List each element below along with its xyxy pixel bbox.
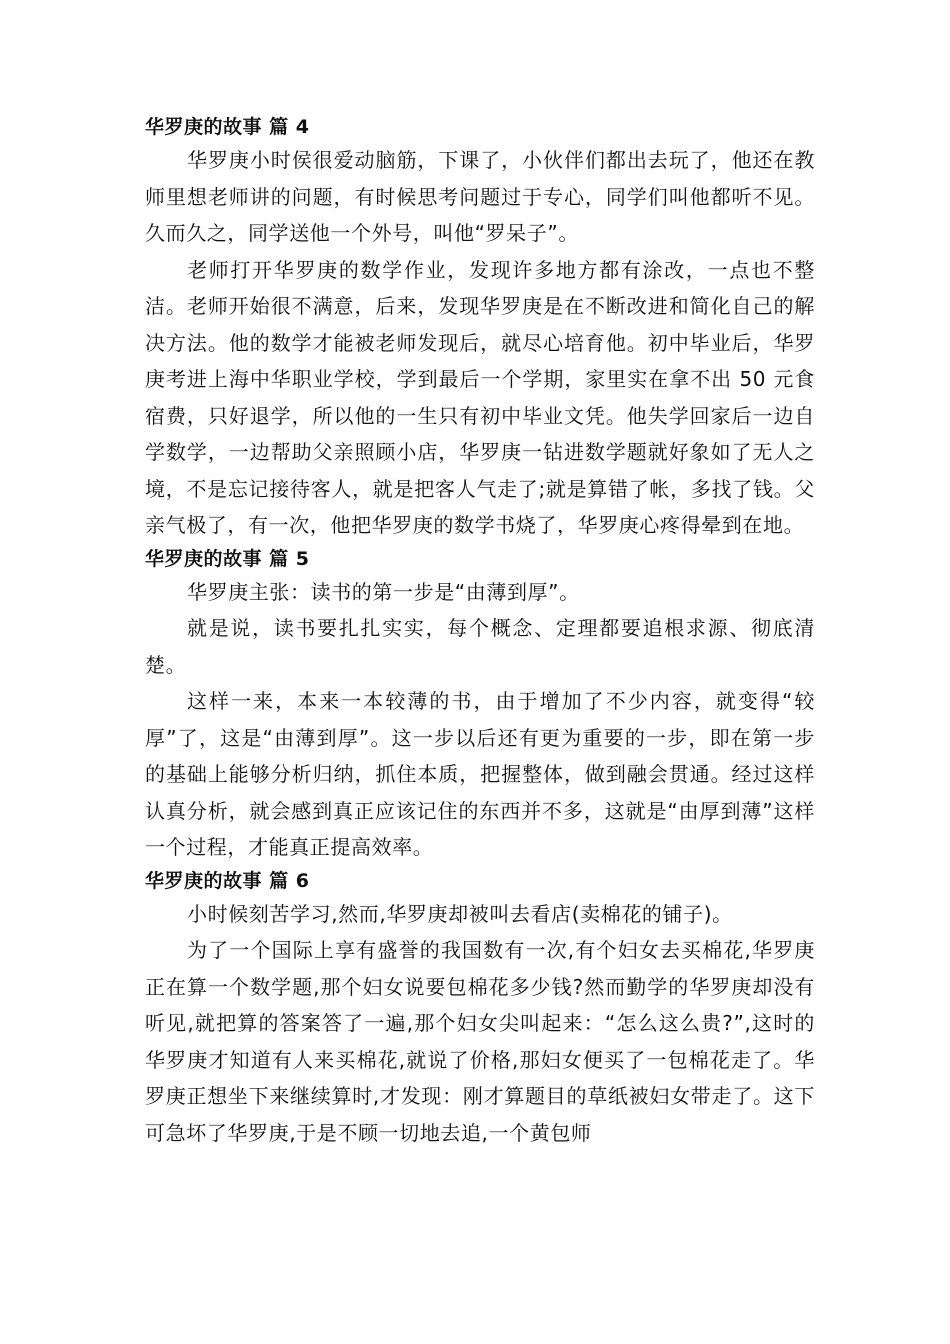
paragraph: 华罗庚主张：读书的第一步是“由薄到厚”。: [187, 579, 580, 604]
paragraph: 就是说，读书要扎扎实实，每个概念、定理都要追根求源、彻底清楚。: [145, 616, 815, 677]
paragraph: 华罗庚小时侯很爱动脑筋，下课了，小伙伴们都出去玩了，他还在教师里想老师讲的问题，有时候思考问题过于专心，同学们叫他都听不见。久而久之，同学送他一个外号，叫他“罗呆子”。: [145, 148, 815, 245]
section-heading: 华罗庚的故事 篇 5: [145, 547, 310, 570]
section-4: [145, 112, 815, 544]
section-6: [145, 866, 815, 1152]
section-5: [145, 544, 815, 866]
paragraph: 这样一来，本来一本较薄的书，由于增加了不少内容，就变得“较厚”了，这是“由薄到厚”。这一步以后还有更为重要的一步，即在第一步的基础上能够分析归纳，抓住本质，把握整体，做到融会贯通。经过这样认真分析，就会感到真正应该记住的东西并不多，这就是“由厚到薄”这样一个过程，才能真正提高效率。: [145, 689, 815, 859]
document-page: [145, 112, 815, 1151]
paragraph: 为了一个国际上享有盛誉的我国数有一次,有个妇女去买棉花,华罗庚正在算一个数学题,那个妇女说要包棉花多少钱?然而勤学的华罗庚却没有听见,就把算的答案答了一遍,那个妇女尖叫起来：“怎么这么贵?”,这时的华罗庚才知道有人来买棉花,就说了价格,那妇女便买了一包棉花走了。华罗庚正想坐下来继续算时,才发现：刚才算题目的草纸被妇女带走了。这下可急坏了华罗庚,于是不顾一切地去追,一个黄包师: [145, 938, 815, 1145]
section-heading: 华罗庚的故事 篇 4: [145, 116, 310, 138]
paragraph: 小时候刻苦学习,然而,华罗庚却被叫去看店(卖棉花的铺子)。: [187, 901, 733, 926]
paragraph: 老师打开华罗庚的数学作业，发现许多地方都有涂改，一点也不整洁。老师开始很不满意，后来，发现华罗庚是在不断改进和简化自己的解决方法。他的数学才能被老师发现后，就尽心培育他。初中毕业后，华罗庚考进上海中华职业学校，学到最后一个学期，家里实在拿不出 50 元食宿费，只好退学，所以他的一生只有初中毕业文凭。他失学回家后一边自学数学，一边帮助父亲照顾小店，华罗庚一钻进数学题就好象如了无人之境，不是忘记接待客人，就是把客人气走了;就是算错了帐，多找了钱。父亲气极了，有一次，他把华罗庚的数学书烧了，华罗庚心疼得晕到在地。: [145, 257, 815, 537]
section-heading: 华罗庚的故事 篇 6: [145, 869, 310, 892]
